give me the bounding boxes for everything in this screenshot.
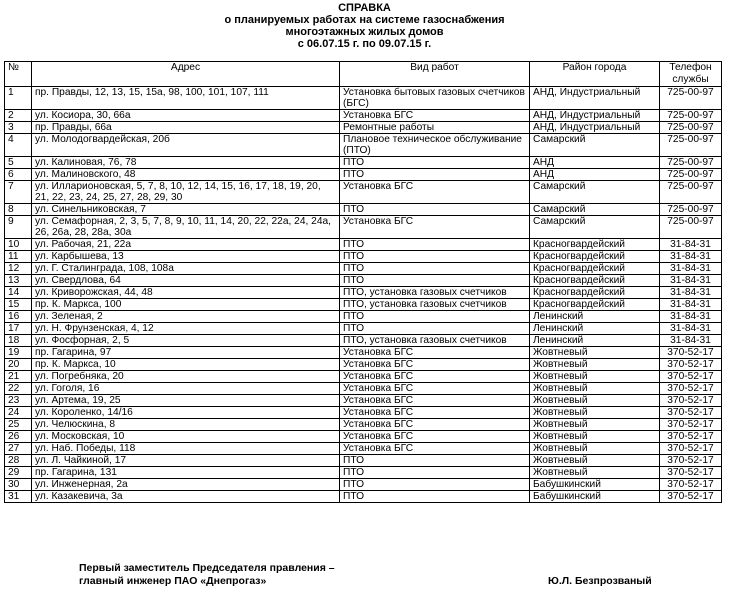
col-header-phone: Телефон службы [660,62,722,87]
cell-phone: 370-52-17 [660,407,722,419]
cell-phone: 370-52-17 [660,419,722,431]
table-row [5,395,722,407]
cell-address: ул. Наб. Победы, 118 [32,443,340,455]
cell-address: ул. Гоголя, 16 [32,383,340,395]
cell-district: Красногвардейский [530,239,660,251]
cell-address: ул. Карбышева, 13 [32,251,340,263]
cell-address: ул. Г. Сталинграда, 108, 108а [32,263,340,275]
table-row [5,359,722,371]
cell-work: Установка БГС [340,181,530,204]
cell-num: 2 [5,110,32,122]
cell-num: 26 [5,431,32,443]
cell-num: 8 [5,204,32,216]
cell-phone: 725-00-97 [660,134,722,157]
cell-district: Жовтневый [530,443,660,455]
cell-district: Жовтневый [530,431,660,443]
cell-num: 9 [5,216,32,239]
cell-district: Красногвардейский [530,275,660,287]
cell-num: 11 [5,251,32,263]
cell-work: ПТО [340,204,530,216]
cell-phone: 31-84-31 [660,275,722,287]
cell-address: ул. Инженерная, 2а [32,479,340,491]
cell-phone: 370-52-17 [660,455,722,467]
cell-work: Установка БГС [340,216,530,239]
cell-district: Ленинский [530,323,660,335]
cell-work: Установка БГС [340,110,530,122]
table-header-row [5,62,722,87]
cell-work: ПТО [340,479,530,491]
cell-district: Ленинский [530,335,660,347]
cell-work: ПТО [340,263,530,275]
cell-district: Красногвардейский [530,251,660,263]
cell-phone: 370-52-17 [660,491,722,503]
cell-phone: 725-00-97 [660,216,722,239]
cell-work: Плановое техническое обслуживание (ПТО) [340,134,530,157]
cell-work: Установка БГС [340,371,530,383]
signer-name: Ю.Л. Безпрозваный [548,575,652,587]
cell-address: ул. Илларионовская, 5, 7, 8, 10, 12, 14, 15, 16, 17, 18, 19, 20, 21, 22, 23, 24, 25, 27, 28, 29, 30 [32,181,340,204]
table-row [5,204,722,216]
cell-work: Установка БГС [340,443,530,455]
cell-address: ул. Н. Фрунзенская, 4, 12 [32,323,340,335]
cell-address: ул. Косиора, 30, 66а [32,110,340,122]
cell-phone: 31-84-31 [660,239,722,251]
table-row [5,335,722,347]
cell-num: 20 [5,359,32,371]
cell-phone: 370-52-17 [660,395,722,407]
cell-num: 6 [5,169,32,181]
cell-num: 29 [5,467,32,479]
table-row [5,216,722,239]
cell-address: ул. Артема, 19, 25 [32,395,340,407]
cell-work: Установка БГС [340,383,530,395]
cell-district: Ленинский [530,311,660,323]
cell-num: 18 [5,335,32,347]
cell-district: Самарский [530,134,660,157]
cell-phone: 370-52-17 [660,443,722,455]
table-row [5,323,722,335]
cell-address: ул. Московская, 10 [32,431,340,443]
cell-num: 3 [5,122,32,134]
cell-district: Жовтневый [530,371,660,383]
cell-address: ул. Криворожская, 44, 48 [32,287,340,299]
cell-phone: 725-00-97 [660,122,722,134]
cell-district: Бабушкинский [530,491,660,503]
cell-work: Установка БГС [340,347,530,359]
cell-work: ПТО [340,491,530,503]
cell-phone: 370-52-17 [660,479,722,491]
cell-work: Ремонтные работы [340,122,530,134]
cell-phone: 725-00-97 [660,110,722,122]
table-row [5,431,722,443]
cell-phone: 725-00-97 [660,87,722,110]
title-line-3: многоэтажных жилых домов [285,26,444,38]
cell-address: пр. Гагарина, 97 [32,347,340,359]
cell-num: 15 [5,299,32,311]
col-header-district: Район города [530,62,660,87]
signer-line-1: Первый заместитель Председателя правления – [79,562,335,574]
table-row [5,275,722,287]
cell-work: ПТО [340,467,530,479]
cell-work: Установка БГС [340,395,530,407]
cell-address: пр. К. Маркса, 100 [32,299,340,311]
cell-phone: 725-00-97 [660,181,722,204]
table-row [5,383,722,395]
cell-address: ул. Погребняка, 20 [32,371,340,383]
signer-line-2: главный инженер ПАО «Днепрогаз» [79,575,267,587]
title-line-4: с 06.07.15 г. по 09.07.15 г. [297,38,432,50]
cell-phone: 31-84-31 [660,311,722,323]
cell-phone: 31-84-31 [660,335,722,347]
cell-district: Жовтневый [530,407,660,419]
cell-phone: 31-84-31 [660,251,722,263]
cell-num: 1 [5,87,32,110]
cell-work: ПТО, установка газовых счетчиков [340,335,530,347]
table-row [5,299,722,311]
cell-phone: 31-84-31 [660,287,722,299]
cell-work: Установка БГС [340,359,530,371]
cell-num: 19 [5,347,32,359]
cell-phone: 31-84-31 [660,299,722,311]
cell-address: ул. Синельниковская, 7 [32,204,340,216]
cell-num: 16 [5,311,32,323]
cell-district: Жовтневый [530,383,660,395]
table-row [5,479,722,491]
cell-district: АНД, Индустриальный [530,87,660,110]
title-line-2: о планируемых работах на системе газоснабжения [224,14,505,26]
cell-address: ул. Короленко, 14/16 [32,407,340,419]
document-title [0,2,729,50]
cell-work: ПТО [340,239,530,251]
cell-num: 25 [5,419,32,431]
cell-work: ПТО [340,251,530,263]
cell-num: 17 [5,323,32,335]
cell-address: ул. Фосфорная, 2, 5 [32,335,340,347]
cell-num: 12 [5,263,32,275]
cell-num: 22 [5,383,32,395]
cell-num: 5 [5,157,32,169]
cell-num: 21 [5,371,32,383]
cell-phone: 370-52-17 [660,347,722,359]
cell-address: пр. Гагарина, 131 [32,467,340,479]
cell-num: 14 [5,287,32,299]
cell-district: Бабушкинский [530,479,660,491]
cell-address: ул. Малиновского, 48 [32,169,340,181]
cell-district: Самарский [530,181,660,204]
cell-address: пр. К. Маркса, 10 [32,359,340,371]
cell-district: Самарский [530,216,660,239]
cell-work: ПТО [340,169,530,181]
table-row [5,311,722,323]
cell-num: 31 [5,491,32,503]
table-row [5,251,722,263]
table-row [5,467,722,479]
cell-district: Жовтневый [530,359,660,371]
cell-num: 30 [5,479,32,491]
cell-num: 13 [5,275,32,287]
cell-phone: 370-52-17 [660,431,722,443]
cell-work: Установка БГС [340,419,530,431]
cell-num: 4 [5,134,32,157]
cell-work: ПТО [340,323,530,335]
table-row [5,157,722,169]
cell-address: ул. Семафорная, 2, 3, 5, 7, 8, 9, 10, 11, 14, 20, 22, 22а, 24, 24а, 26, 26а, 28, 28а, 30а [32,216,340,239]
cell-work: Установка бытовых газовых счетчиков (БГС) [340,87,530,110]
table-row [5,263,722,275]
signer-title [79,562,335,588]
table-row [5,181,722,204]
col-header-num: № [5,62,32,87]
cell-district: Красногвардейский [530,287,660,299]
table-row [5,134,722,157]
cell-address: ул. Свердлова, 64 [32,275,340,287]
cell-num: 10 [5,239,32,251]
cell-work: ПТО, установка газовых счетчиков [340,299,530,311]
cell-phone: 31-84-31 [660,263,722,275]
table-row [5,110,722,122]
cell-work: ПТО, установка газовых счетчиков [340,287,530,299]
table-row [5,87,722,110]
cell-district: Жовтневый [530,347,660,359]
table-row [5,347,722,359]
table-row [5,455,722,467]
table-row [5,169,722,181]
table-row [5,443,722,455]
cell-work: ПТО [340,275,530,287]
table-row [5,122,722,134]
cell-work: Установка БГС [340,431,530,443]
cell-work: ПТО [340,455,530,467]
cell-address: ул. Калиновая, 76, 78 [32,157,340,169]
col-header-work: Вид работ [340,62,530,87]
cell-num: 24 [5,407,32,419]
cell-num: 28 [5,455,32,467]
table-row [5,287,722,299]
cell-address: ул. Казакевича, 3а [32,491,340,503]
cell-address: пр. Правды, 12, 13, 15, 15а, 98, 100, 101, 107, 111 [32,87,340,110]
cell-phone: 725-00-97 [660,204,722,216]
table-row [5,239,722,251]
cell-phone: 370-52-17 [660,467,722,479]
table-row [5,491,722,503]
cell-address: ул. Зеленая, 2 [32,311,340,323]
cell-address: ул. Рабочая, 21, 22а [32,239,340,251]
cell-district: АНД [530,157,660,169]
cell-phone: 725-00-97 [660,169,722,181]
table-row [5,371,722,383]
cell-work: ПТО [340,311,530,323]
cell-district: Красногвардейский [530,299,660,311]
cell-phone: 31-84-31 [660,323,722,335]
cell-phone: 370-52-17 [660,359,722,371]
cell-district: АНД [530,169,660,181]
cell-address: пр. Правды, 66а [32,122,340,134]
cell-district: АНД, Индустриальный [530,122,660,134]
cell-district: Жовтневый [530,419,660,431]
cell-address: ул. Л. Чайкиной, 17 [32,455,340,467]
cell-district: Жовтневый [530,395,660,407]
cell-address: ул. Челюскина, 8 [32,419,340,431]
cell-work: ПТО [340,157,530,169]
cell-phone: 370-52-17 [660,383,722,395]
cell-district: Самарский [530,204,660,216]
works-table [4,61,722,503]
table-row [5,407,722,419]
cell-phone: 370-52-17 [660,371,722,383]
cell-phone: 725-00-97 [660,157,722,169]
cell-district: Жовтневый [530,467,660,479]
cell-num: 27 [5,443,32,455]
title-line-1: СПРАВКА [338,2,391,14]
cell-work: Установка БГС [340,407,530,419]
cell-district: Жовтневый [530,455,660,467]
table-row [5,419,722,431]
cell-address: ул. Молодогвардейская, 20б [32,134,340,157]
cell-district: АНД, Индустриальный [530,110,660,122]
cell-num: 7 [5,181,32,204]
col-header-address: Адрес [32,62,340,87]
cell-num: 23 [5,395,32,407]
cell-district: Красногвардейский [530,263,660,275]
